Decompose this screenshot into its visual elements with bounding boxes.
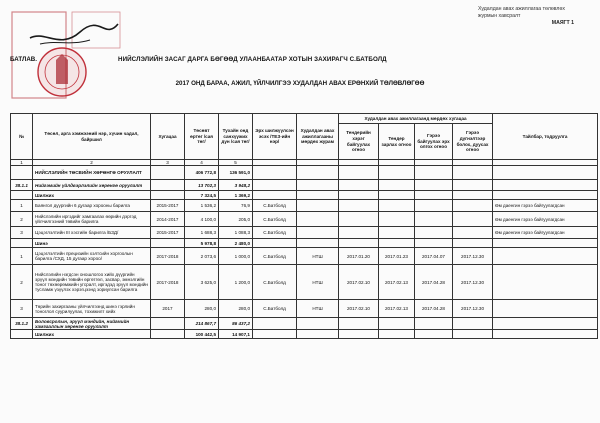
approver-name: НИЙСЛЭЛИЙН ЗАСАГ ДАРГА БӨГӨӨД УЛААНБААТАР ХОТЫН ЗАХИРАГЧ С.БАТБОЛД — [118, 56, 387, 63]
cell-d4 — [453, 239, 493, 248]
cell-project: Шинэ — [33, 239, 151, 248]
cell-no — [11, 191, 33, 200]
table-row — [11, 212, 598, 227]
cell-notes: Өм даенгин гэрээ байгуулагдсан — [493, 212, 598, 227]
approval-label: БАТЛАВ. — [10, 56, 37, 63]
cell-notes — [493, 330, 598, 339]
cell-manager: С.Батболд — [253, 265, 297, 300]
cell-project: Нийгэмийн үйлдвэрлэлийн хөрөнгө оруулалт — [33, 180, 151, 191]
cell-duration — [151, 330, 185, 339]
col-no: № — [11, 114, 33, 160]
cell-d1 — [339, 318, 379, 330]
cell-d1 — [339, 200, 379, 212]
cell-project: Цэцэглэлтийн III хэсгийн барилга /БЗД/ — [33, 227, 151, 239]
col-notes: Тайлбар, тодруулга — [493, 114, 598, 160]
cell-year: 280,0 — [219, 300, 253, 318]
cell-notes: Өм даенгин гэрээ байгуулагдсан — [493, 227, 598, 239]
col-project: Төсөл, арга хэмжээний нэр, хүчин чадал, байршил — [33, 114, 151, 160]
cell-manager: С.Батболд — [253, 227, 297, 239]
table-row — [11, 227, 598, 239]
cell-est: 7 324,5 — [185, 191, 219, 200]
index-row: 1 2 3 4 5 — [11, 160, 598, 166]
cell-d2 — [379, 180, 415, 191]
cell-d1 — [339, 239, 379, 248]
cell-notes — [493, 191, 598, 200]
cell-method — [297, 212, 339, 227]
cell-d1: 2017.02.10 — [339, 300, 379, 318]
cell-no: 2 — [11, 265, 33, 300]
cell-d3 — [415, 212, 453, 227]
cell-no: 3 — [11, 227, 33, 239]
cell-d2 — [379, 200, 415, 212]
cell-d3 — [415, 239, 453, 248]
cell-duration: 2014-2017 — [151, 212, 185, 227]
cell-manager: С.Батболд — [253, 212, 297, 227]
cell-method — [297, 239, 339, 248]
cell-manager — [253, 239, 297, 248]
plan-title: 2017 ОНД БАРАА, АЖИЛ, ҮЙЛЧИЛГЭЭ ХУДАЛДАН АВАХ ЕРӨНХИЙ ТӨЛӨВЛӨГӨӨ — [175, 80, 425, 87]
table-row — [11, 318, 598, 330]
cell-duration — [151, 180, 185, 191]
cell-d2: 2017.01.23 — [379, 248, 415, 265]
cell-duration: 2015-2017 — [151, 227, 185, 239]
cell-no — [11, 166, 33, 180]
col-method: Худалдан авах ажиллагааны мөрдөх журам — [297, 114, 339, 160]
cell-method: НТШ — [297, 248, 339, 265]
cell-method: НТШ — [297, 300, 339, 318]
cell-d4 — [453, 330, 493, 339]
cell-d1 — [339, 180, 379, 191]
cell-d2 — [379, 212, 415, 227]
cell-est: 5 978,8 — [185, 239, 219, 248]
cell-project: НИЙСЛЭЛИЙН ТӨСВИЙН ХӨРӨНГӨ ОРУУЛАЛТ — [33, 166, 151, 180]
cell-method: НТШ — [297, 265, 339, 300]
cell-project: Нийслэлийн иргэдийг хамгаалах өөрийн дэргэд үйлчилгээний төвийн барилга — [33, 212, 151, 227]
cell-manager: С.Батболд — [253, 200, 297, 212]
cell-year: 136 591,0 — [219, 166, 253, 180]
table-row — [11, 191, 598, 200]
col-manager: Эрх шилжүүлсэн эсэх /ТЕЗ-ийн нэр/ — [253, 114, 297, 160]
cell-notes — [493, 318, 598, 330]
cell-manager — [253, 180, 297, 191]
cell-d4 — [453, 318, 493, 330]
cell-d3 — [415, 330, 453, 339]
cell-duration — [151, 239, 185, 248]
cell-duration — [151, 318, 185, 330]
cell-d2 — [379, 191, 415, 200]
cell-d1 — [339, 212, 379, 227]
cell-d3: 2017.04.07 — [415, 248, 453, 265]
cell-year: 76,9 — [219, 200, 253, 212]
cell-d1 — [339, 191, 379, 200]
cell-duration: 2017-2018 — [151, 265, 185, 300]
cell-d2: 2017.02.13 — [379, 300, 415, 318]
cell-method — [297, 180, 339, 191]
signature-icon — [30, 24, 118, 40]
col-announce: Тендерийн хэрэг байгуулах огноо — [339, 124, 379, 160]
cell-notes: Өм даенгин гэрээ байгуулагдсан — [493, 200, 598, 212]
cell-project: Шилжих — [33, 330, 151, 339]
appendix-line-2: журмын хавсралт — [478, 13, 521, 19]
cell-est: 406 772,8 — [185, 166, 219, 180]
cell-method — [297, 330, 339, 339]
cell-d4 — [453, 166, 493, 180]
cell-manager: С.Батболд — [253, 248, 297, 265]
table-row — [11, 180, 598, 191]
cell-manager — [253, 166, 297, 180]
cell-notes — [493, 248, 598, 265]
cell-manager — [253, 330, 297, 339]
cell-method — [297, 166, 339, 180]
cell-method — [297, 318, 339, 330]
cell-year: 1 200,0 — [219, 265, 253, 300]
table-row — [11, 265, 598, 300]
cell-duration — [151, 191, 185, 200]
cell-d2 — [379, 330, 415, 339]
cell-d2: 2017.02.13 — [379, 265, 415, 300]
cell-year: 1 088,3 — [219, 227, 253, 239]
form-number: МАЯГТ 1 — [551, 20, 574, 26]
cell-est: 4 100,0 — [185, 212, 219, 227]
cell-no — [11, 239, 33, 248]
table-row — [11, 330, 598, 339]
cell-duration: 2015-2017 — [151, 200, 185, 212]
cell-d4 — [453, 212, 493, 227]
cell-d2 — [379, 166, 415, 180]
cell-d1 — [339, 330, 379, 339]
cell-project: Төрийн захиргааны үйлчилгээнд шинэ гэрлийн тоноглол суурилуулах, тохижилт хийх — [33, 300, 151, 318]
procurement-plan-table — [10, 113, 598, 339]
cell-est: 1 688,3 — [185, 227, 219, 239]
cell-manager: С.Батболд — [253, 300, 297, 318]
col-open: Гэрээ байгуулах эрх олгох огноо — [415, 124, 453, 160]
cell-project: Боловсролын, эрүүл мэндийн, нийгмийн хамгааллын хөрөнгө оруулалт — [33, 318, 151, 330]
cell-duration — [151, 166, 185, 180]
cell-no: 1 — [11, 248, 33, 265]
cell-est: 214 867,7 — [185, 318, 219, 330]
table-row — [11, 239, 598, 248]
cell-notes — [493, 265, 598, 300]
cell-d4 — [453, 227, 493, 239]
cell-year: 3 948,2 — [219, 180, 253, 191]
table-row — [11, 200, 598, 212]
cell-project: Цэцэглэлтийн прецизийн хэлтсийн хоргоолын барилга /СХД, 15 дугаар хороо/ — [33, 248, 151, 265]
cell-d4 — [453, 191, 493, 200]
table-row — [11, 166, 598, 180]
cell-year: 14 907,1 — [219, 330, 253, 339]
cell-notes — [493, 239, 598, 248]
cell-method — [297, 227, 339, 239]
cell-no: 38.1.2 — [11, 318, 33, 330]
cell-d4 — [453, 180, 493, 191]
cell-no: 1 — [11, 200, 33, 212]
cell-est: 2 073,6 — [185, 248, 219, 265]
cell-d3 — [415, 200, 453, 212]
cell-year: 86 437,2 — [219, 318, 253, 330]
cell-no: 3 — [11, 300, 33, 318]
cell-method — [297, 191, 339, 200]
col-est-cost: Төсөвт өртөг /сая төг/ — [185, 114, 219, 160]
cell-notes — [493, 300, 598, 318]
cell-manager — [253, 191, 297, 200]
table-row — [11, 300, 598, 318]
cell-d1: 2017.01.20 — [339, 248, 379, 265]
cell-d2 — [379, 318, 415, 330]
cell-method — [297, 200, 339, 212]
cell-d1 — [339, 227, 379, 239]
cell-d3 — [415, 191, 453, 200]
cell-project: Нийслэлийн нэгдсэн оношлогоо хийх дүүргийн эрүүл мэндийн төвийн өргөтгөл, засвар, эмнэлгийн тоног төхөөрөмжийн угсралт, иргэдэд эрүүл мэндийн тусламж үзүүлэх хэрэгцээнд зориулсан барилга — [33, 265, 151, 300]
col-contract: Гэрээ дүгнэлтээр болох, дуусах огноо — [453, 124, 493, 160]
appendix-line-1: Худалдан авах ажиллагаа төлөвлөх — [478, 6, 565, 12]
cell-d1 — [339, 166, 379, 180]
cell-duration: 2017-2018 — [151, 248, 185, 265]
cell-d3: 2017.04.28 — [415, 300, 453, 318]
cell-notes — [493, 166, 598, 180]
cell-d3 — [415, 166, 453, 180]
cell-project: Шилжих — [33, 191, 151, 200]
cell-duration: 2017 — [151, 300, 185, 318]
cell-no: 2 — [11, 212, 33, 227]
cell-project: Баянгол дүүргийн 6 дугаар хорооны барилга — [33, 200, 151, 212]
cell-d3 — [415, 180, 453, 191]
col-invite: Тендер зарлах огноо — [379, 124, 415, 160]
cell-est: 100 442,5 — [185, 330, 219, 339]
cell-d4: 2017.12.30 — [453, 248, 493, 265]
col-year-amount: Тухайн онд санхүүжих дүн /сая төг/ — [219, 114, 253, 160]
cell-d4: 2017.12.30 — [453, 300, 493, 318]
cell-no — [11, 330, 33, 339]
table-row — [11, 248, 598, 265]
cell-d1: 2017.02.10 — [339, 265, 379, 300]
cell-d2 — [379, 227, 415, 239]
cell-est: 13 702,3 — [185, 180, 219, 191]
cell-year: 1 000,0 — [219, 248, 253, 265]
cell-year: 2 480,0 — [219, 239, 253, 248]
cell-d3 — [415, 318, 453, 330]
col-schedule-group: Худалдан авах ажиллагаанд мөрдөх хугацаа — [339, 114, 493, 124]
cell-d3 — [415, 227, 453, 239]
cell-d3: 2017.04.28 — [415, 265, 453, 300]
cell-notes — [493, 180, 598, 191]
cell-d4: 2017.12.30 — [453, 265, 493, 300]
col-duration: Хугацаа — [151, 114, 185, 160]
cell-year: 205,0 — [219, 212, 253, 227]
cell-est: 3 625,0 — [185, 265, 219, 300]
cell-manager — [253, 318, 297, 330]
cell-no: 38.1.1 — [11, 180, 33, 191]
cell-est: 280,0 — [185, 300, 219, 318]
cell-d4 — [453, 200, 493, 212]
cell-est: 1 536,2 — [185, 200, 219, 212]
appendix-header — [478, 6, 596, 27]
cell-year: 1 369,2 — [219, 191, 253, 200]
cell-d2 — [379, 239, 415, 248]
